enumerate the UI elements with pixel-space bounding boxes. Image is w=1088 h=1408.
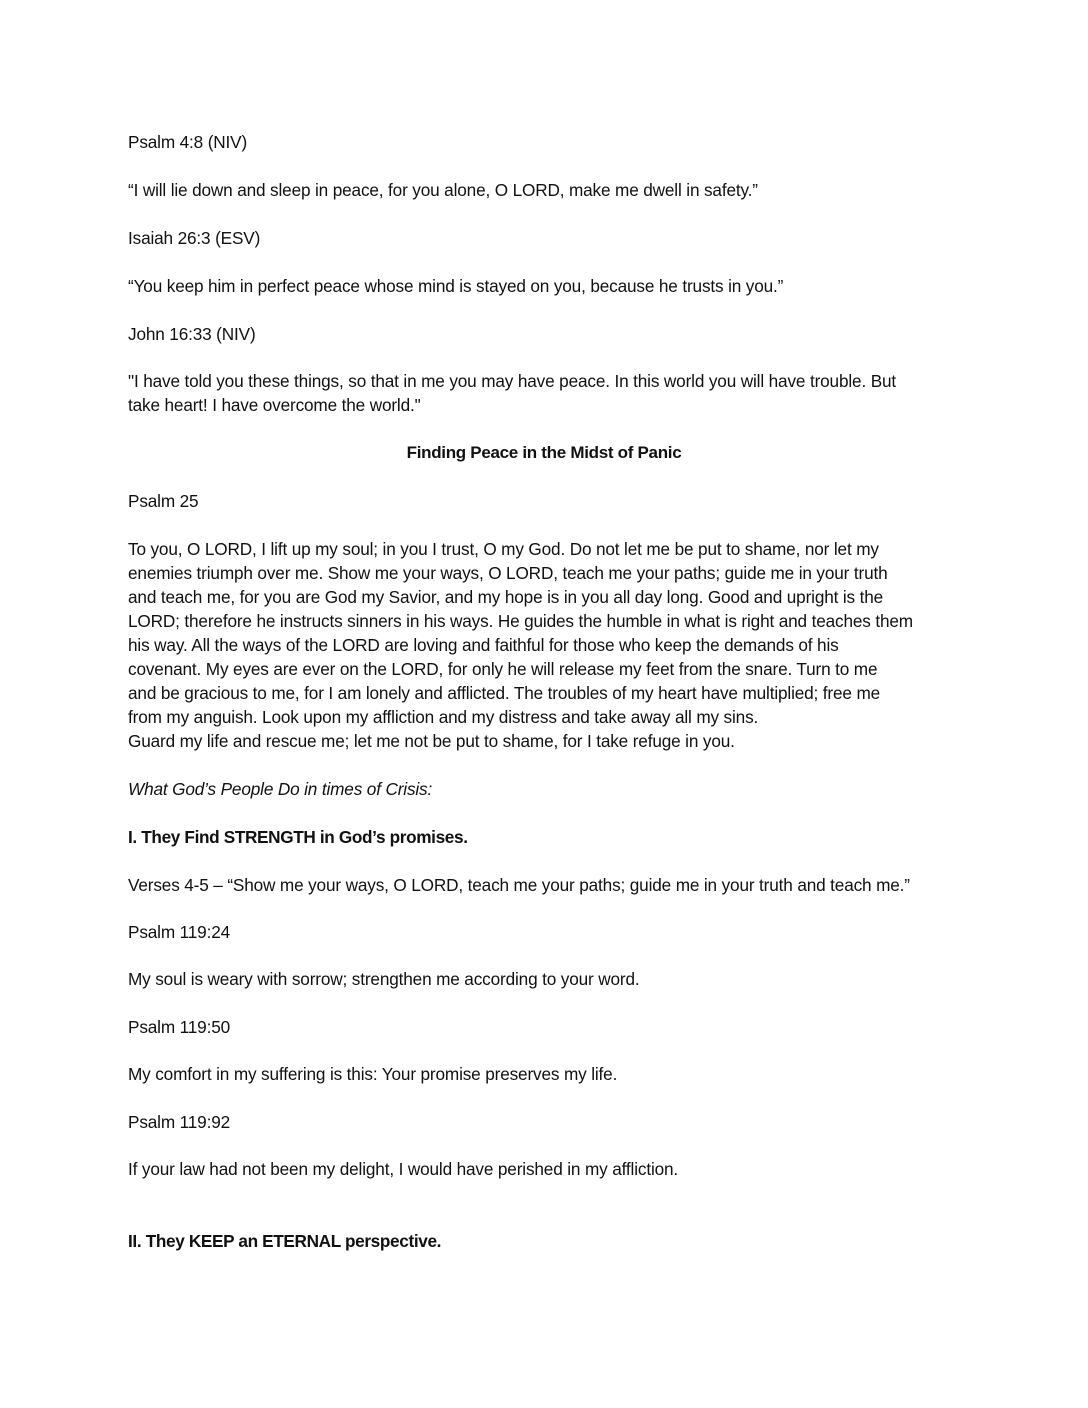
verses-4-5: Verses 4-5 – “Show me your ways, O LORD, teach me your paths; guide me in your truth and teach me.”: [128, 875, 910, 895]
isaiah-26-3-verse: “You keep him in perfect peace whose mind is stayed on you, because he trusts in you.”: [128, 276, 784, 296]
psalm-4-8-reference: Psalm 4:8 (NIV): [128, 132, 248, 152]
psalm-119-24-reference: Psalm 119:24: [128, 922, 231, 942]
psalm-25-line: Guard my life and rescue me; let me not be put to shame, for I take refuge in you.: [128, 731, 735, 751]
psalm-25-line: LORD; therefore he instructs sinners in his ways. He guides the humble in what is right and teaches them: [128, 611, 913, 631]
psalm-25-line: covenant. My eyes are ever on the LORD, for only he will release my feet from the snare. Turn to me: [128, 659, 878, 679]
isaiah-26-3-reference: Isaiah 26:3 (ESV): [128, 228, 261, 248]
psalm-119-24-verse: My soul is weary with sorrow; strengthen me according to your word.: [128, 969, 640, 989]
john-16-33-reference: John 16:33 (NIV): [128, 324, 256, 344]
psalm-25-line: To you, O LORD, I lift up my soul; in you I trust, O my God. Do not let me be put to shame, nor let my: [128, 539, 879, 559]
psalm-119-92-reference: Psalm 119:92: [128, 1112, 231, 1132]
psalm-25-line: and teach me, for you are God my Savior, and my hope is in you all day long. Good and upright is the: [128, 587, 884, 607]
psalm-119-92-verse: If your law had not been my delight, I would have perished in my affliction.: [128, 1159, 679, 1179]
section-title: Finding Peace in the Midst of Panic: [406, 443, 682, 462]
psalm-119-50-reference: Psalm 119:50: [128, 1017, 231, 1037]
crisis-intro: What God’s People Do in times of Crisis:: [128, 779, 433, 799]
psalm-4-8-verse: “I will lie down and sleep in peace, for you alone, O LORD, make me dwell in safety.”: [128, 180, 758, 200]
psalm-25-line: from my anguish. Look upon my affliction and my distress and take away all my sins.: [128, 707, 759, 727]
john-16-33-verse-line-1: "I have told you these things, so that in me you may have peace. In this world you will have trouble. But: [128, 371, 897, 391]
psalm-25-reference: Psalm 25: [128, 491, 199, 511]
point-two-heading: II. They KEEP an ETERNAL perspective.: [128, 1231, 442, 1251]
psalm-119-50-verse: My comfort in my suffering is this: Your promise preserves my life.: [128, 1064, 618, 1084]
psalm-25-line: and be gracious to me, for I am lonely and afflicted. The troubles of my heart have multiplied; free me: [128, 683, 881, 703]
psalm-25-line: enemies triumph over me. Show me your ways, O LORD, teach me your paths; guide me in your truth: [128, 563, 888, 583]
point-one-heading: I. They Find STRENGTH in God’s promises.: [128, 827, 468, 847]
psalm-25-line: his way. All the ways of the LORD are loving and faithful for those who keep the demands of his: [128, 635, 839, 655]
john-16-33-verse-line-2: take heart! I have overcome the world.": [128, 395, 421, 415]
